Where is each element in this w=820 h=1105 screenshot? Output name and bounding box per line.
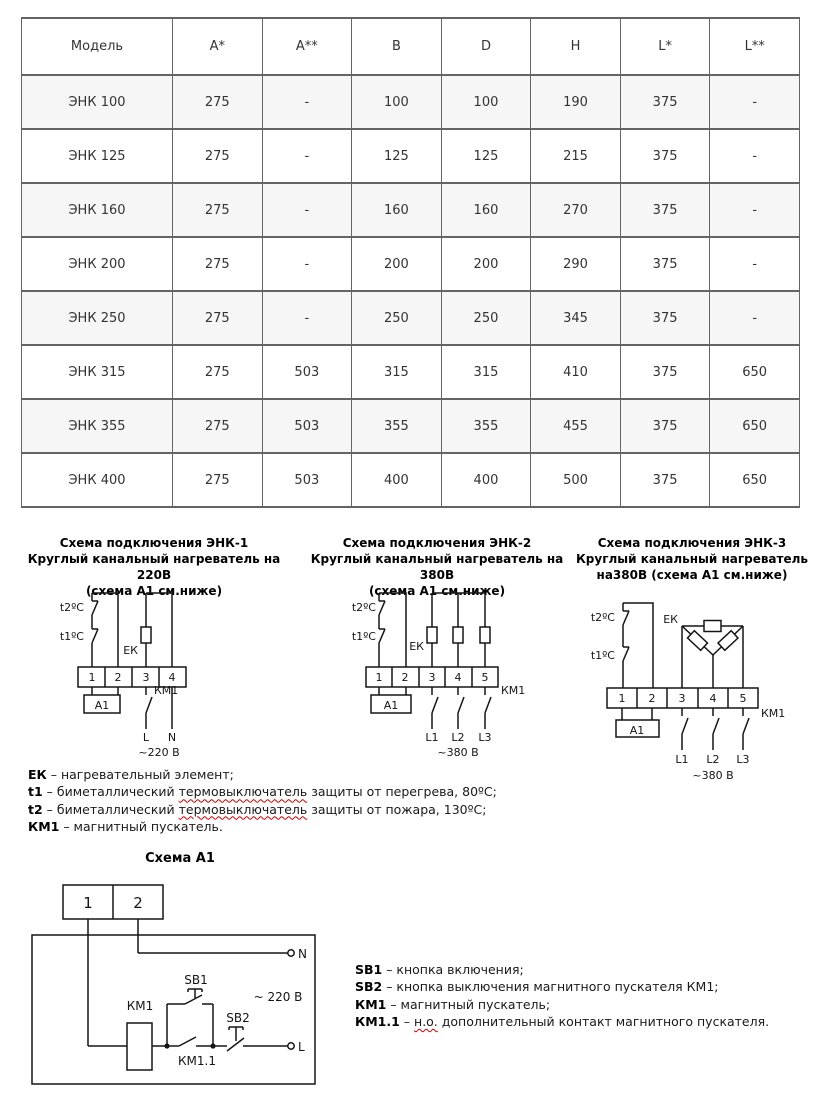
value-cell: 400 [352,453,442,507]
value-cell: 375 [620,237,710,291]
terminal-number: 2 [133,894,143,912]
value-cell: 650 [710,399,800,453]
value-cell: 250 [441,291,531,345]
table-row [22,399,800,453]
value-cell: - [710,183,800,237]
spellcheck-marked-word: н.о. [414,1013,438,1029]
diagram-enk3-title [576,535,808,583]
t2-label: t2ºC [351,601,376,614]
spellcheck-marked-word: термовыключатель [178,801,308,817]
voltage-label: ~220 В [138,746,180,759]
table-row [22,453,800,507]
schema-a1-title: Схема А1 [145,851,215,866]
value-cell: - [262,75,352,129]
value-cell: 455 [531,399,621,453]
t1-label: t1ºC [590,649,615,662]
legend-item: ЕК – нагревательный элемент; [28,767,234,782]
t2-label: t2ºC [59,601,84,614]
value-cell: 503 [262,345,352,399]
terminal-number: 3 [678,692,686,705]
title-line: (схема А1 см.ниже) [85,584,223,598]
phase-label: L2 [451,731,465,744]
value-cell: 275 [173,183,263,237]
thermal-switch-t2-symbol [92,601,98,615]
column-header: A* [173,18,263,75]
ek-label: ЕК [663,613,678,626]
legend-item: КМ1.1 – н.о. дополнительный контакт магнитного пускателя. [355,1013,770,1029]
thermal-switch-t1-symbol [92,629,98,643]
value-cell: 355 [441,399,531,453]
legend-item: SB2 – кнопка выключения магнитного пускателя КМ1; [355,979,719,995]
legend-item: SB1 – кнопка включения; [355,962,524,977]
value-cell: 315 [441,345,531,399]
title-line: (схема А1 см.ниже) [368,584,506,598]
value-cell: 503 [262,399,352,453]
value-cell: 410 [531,345,621,399]
terminal-number: 2 [648,692,656,705]
title-line: Схема подключения ЭНК-2 [342,536,532,550]
value-cell: 503 [262,453,352,507]
phase-label: L1 [425,731,439,744]
column-header: H [531,18,621,75]
phase-label: N [167,731,177,744]
model-cell: ЭНК 100 [22,75,173,129]
title-line: Схема подключения ЭНК-3 [597,536,787,550]
value-cell: 200 [441,237,531,291]
value-cell: 375 [620,399,710,453]
t1-label: t1ºC [351,630,376,643]
table-header-row [22,18,800,75]
legend-term: SB2 [355,979,383,995]
value-cell: 270 [531,183,621,237]
table-row [22,129,800,183]
title-line: Круглый канальный нагреватель [576,552,809,566]
value-cell: - [710,237,800,291]
terminal-number: 1 [88,671,96,684]
value-cell: 100 [441,75,531,129]
value-cell: 100 [352,75,442,129]
value-cell: 250 [352,291,442,345]
wiring-diagram-enk1 [40,583,260,761]
terminal-number: 3 [428,671,436,684]
value-cell: 275 [173,399,263,453]
value-cell: 275 [173,237,263,291]
table-row [22,183,800,237]
km1-label: КМ1 [154,684,179,697]
t1-label: t1ºC [59,630,84,643]
legend-term: ЕК [28,767,47,782]
value-cell: 200 [352,237,442,291]
a1-label: А1 [94,699,110,712]
heater-element-symbol [704,621,721,632]
km1-contact-symbol [485,687,491,729]
legend-item: КМ1 – магнитный пускатель. [28,818,223,834]
voltage-label: ~ 220 В [253,990,303,1004]
legend-item: t1 – биметаллический термовыключатель защиты от перегрева, 80ºС; [28,784,497,800]
km1-contact-symbol [682,708,688,750]
sb2-label: SB2 [226,1011,250,1025]
value-cell: 375 [620,453,710,507]
table-row [22,75,800,129]
junction-dot [164,1043,169,1048]
value-cell: - [710,129,800,183]
value-cell: 275 [173,291,263,345]
value-cell: - [262,291,352,345]
schema-a1-diagram [30,878,340,1090]
sb1-label: SB1 [184,973,208,987]
heater-element-symbol [480,627,490,643]
title-line: на380В (схема А1 см.ниже) [596,568,788,582]
heater-element-symbol [453,627,463,643]
t2-label: t2ºC [590,611,615,624]
table-row [22,237,800,291]
value-cell: 160 [352,183,442,237]
value-cell: 290 [531,237,621,291]
model-cell: ЭНК 200 [22,237,173,291]
value-cell: 375 [620,183,710,237]
value-cell: 275 [173,345,263,399]
enclosure-box [32,935,315,1084]
terminal-number: 2 [401,671,409,684]
terminal-number: 5 [739,692,747,705]
value-cell: 650 [710,453,800,507]
legend-term: КМ1 [355,996,387,1012]
phase-label: L2 [706,753,720,766]
column-header: L* [620,18,710,75]
value-cell: 215 [531,129,621,183]
km1-label: КМ1 [126,999,154,1013]
terminal-number: 1 [83,894,93,912]
thermal-switch-t1-symbol [379,629,385,643]
model-cell: ЭНК 160 [22,183,173,237]
column-header: D [441,18,531,75]
value-cell: 275 [173,129,263,183]
heater-element-symbol [427,627,437,643]
value-cell: 125 [441,129,531,183]
legend-item: КМ1 – магнитный пускатель; [355,996,551,1012]
junction-dot [210,1043,215,1048]
value-cell: 315 [352,345,442,399]
km1-contact-symbol [458,687,464,729]
table-row [22,291,800,345]
phase-label: L3 [478,731,492,744]
wiring-diagram-enk3 [575,583,810,788]
value-cell: 375 [620,75,710,129]
model-cell: ЭНК 355 [22,399,173,453]
a1-label: А1 [383,699,399,712]
legend-term: t1 [28,784,43,800]
column-header: A** [262,18,352,75]
value-cell: 355 [352,399,442,453]
phase-label: L [142,731,150,744]
column-header: Модель [22,18,173,75]
heater-element-symbol [141,627,151,643]
model-cell: ЭНК 315 [22,345,173,399]
km1-label: КМ1 [761,707,786,720]
thermal-switch-t1-symbol [623,647,629,661]
value-cell: - [262,129,352,183]
component-legend [28,766,497,835]
value-cell: 375 [620,129,710,183]
a1-label: А1 [629,724,645,737]
schema-a1-legend [355,961,769,1030]
value-cell: 650 [710,345,800,399]
legend-item: t2 – биметаллический термовыключатель защиты от пожара, 130ºС; [28,801,487,817]
value-cell: 160 [441,183,531,237]
value-cell: - [262,237,352,291]
legend-term: КМ1.1 [355,1013,400,1029]
column-header: B [352,18,442,75]
spellcheck-marked-word: термовыключатель [178,784,308,800]
legend-term: КМ1 [28,818,60,834]
terminal-number: 2 [114,671,122,684]
thermal-switch-t2-symbol [623,611,629,625]
ek-label: ЕК [409,640,424,653]
terminal-number: 1 [375,671,383,684]
terminal-number: 3 [142,671,150,684]
column-header: L** [710,18,800,75]
value-cell: 375 [620,345,710,399]
terminal-number: 4 [709,692,717,705]
legend-term: t2 [28,801,43,817]
model-cell: ЭНК 250 [22,291,173,345]
dimensions-table [21,17,800,508]
ek-label: ЕК [123,644,138,657]
n-terminal [288,950,294,956]
km11-label: КМ1.1 [178,1054,216,1068]
l-label: L [298,1040,305,1054]
value-cell: 345 [531,291,621,345]
thermal-switch-t2-symbol [379,601,385,615]
phase-label: L3 [736,753,750,766]
value-cell: 275 [173,75,263,129]
km1-contact-symbol [713,708,719,750]
voltage-label: ~380 В [692,769,734,782]
title-line: Схема подключения ЭНК-1 [59,536,249,550]
l-terminal [288,1043,294,1049]
legend-term: SB1 [355,962,383,977]
value-cell: 125 [352,129,442,183]
km1-contact-symbol [432,687,438,729]
terminal-number: 4 [454,671,462,684]
km1-coil-symbol [127,1023,152,1070]
model-cell: ЭНК 125 [22,129,173,183]
terminal-number: 1 [618,692,626,705]
table-row [22,345,800,399]
value-cell: - [262,183,352,237]
value-cell: - [710,291,800,345]
value-cell: - [710,75,800,129]
title-line: Круглый канальный нагреватель на 220В [27,552,281,582]
value-cell: 190 [531,75,621,129]
value-cell: 375 [620,291,710,345]
terminal-number: 5 [481,671,489,684]
wiring-diagram-enk2 [350,583,565,761]
phase-label: L1 [675,753,689,766]
value-cell: 275 [173,453,263,507]
terminal-number: 4 [168,671,176,684]
voltage-label: ~380 В [437,746,479,759]
value-cell: 500 [531,453,621,507]
km1-label: КМ1 [501,684,526,697]
title-line: Круглый канальный нагреватель на 380В [310,552,564,582]
model-cell: ЭНК 400 [22,453,173,507]
km1-contact-symbol [743,708,749,750]
n-label: N [298,947,307,961]
value-cell: 400 [441,453,531,507]
